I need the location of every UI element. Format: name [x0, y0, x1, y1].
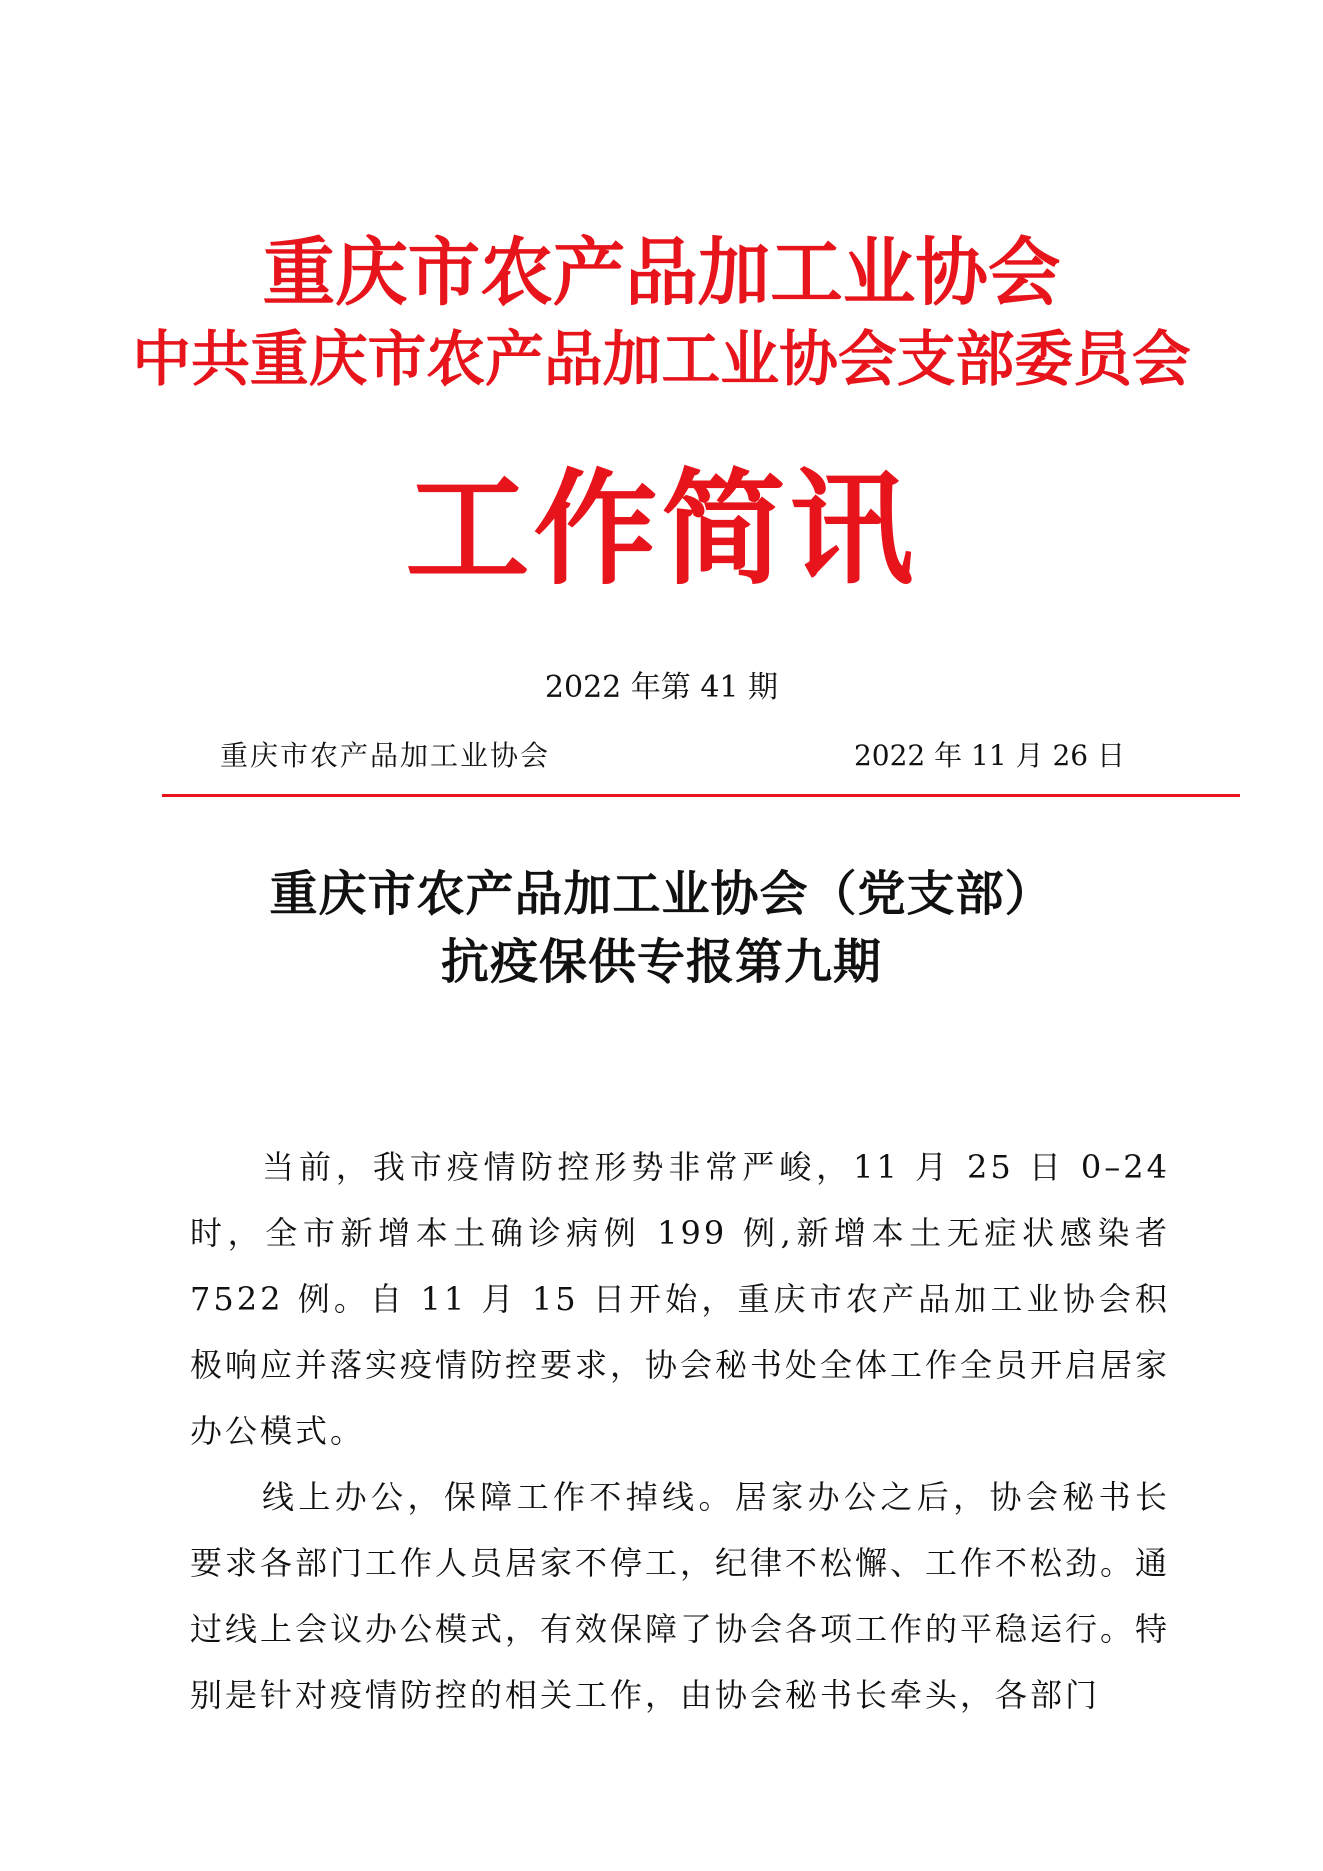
- article-title-line1: 重庆市农产品加工业协会（党支部）: [269, 866, 1054, 922]
- issue-date: 2022 年 11 月 26 日: [853, 739, 1125, 772]
- red-divider: [162, 794, 1240, 797]
- paragraph: 当前，我市疫情防控形势非常严峻，11 月 25 日 0–24 时，全市新增本土确诊病例 199 例,新增本土无症状感染者 7522 例。自 11 月 15 日开始，重庆市农产品加工业协会积极响应并落实疫情防控要求，协会秘书处全体工作全员开启居家办公模式。: [190, 1148, 1171, 1450]
- paragraph: 线上办公，保障工作不掉线。居家办公之后，协会秘书长要求各部门工作人员居家不停工，纪律不松懈、工作不松劲。通过线上会议办公模式，有效保障了协会各项工作的平稳运行。特别是针对疫情防控的相关工作，由协会秘书长牵头，各部门: [190, 1478, 1171, 1714]
- article-title-line2: 抗疫保供专报第九期: [440, 934, 882, 990]
- org-name-heading: 重庆市农产品加工业协会: [262, 230, 1061, 316]
- issue-meta-row: [220, 736, 1125, 776]
- party-committee-heading: 中共重庆市农产品加工业协会支部委员会: [132, 325, 1191, 395]
- brief-title: 工作简讯: [405, 457, 918, 602]
- article-body: [190, 1134, 1170, 1728]
- issue-number: 2022 年第 41 期: [544, 670, 779, 705]
- issuer-name: 重庆市农产品加工业协会: [220, 739, 551, 772]
